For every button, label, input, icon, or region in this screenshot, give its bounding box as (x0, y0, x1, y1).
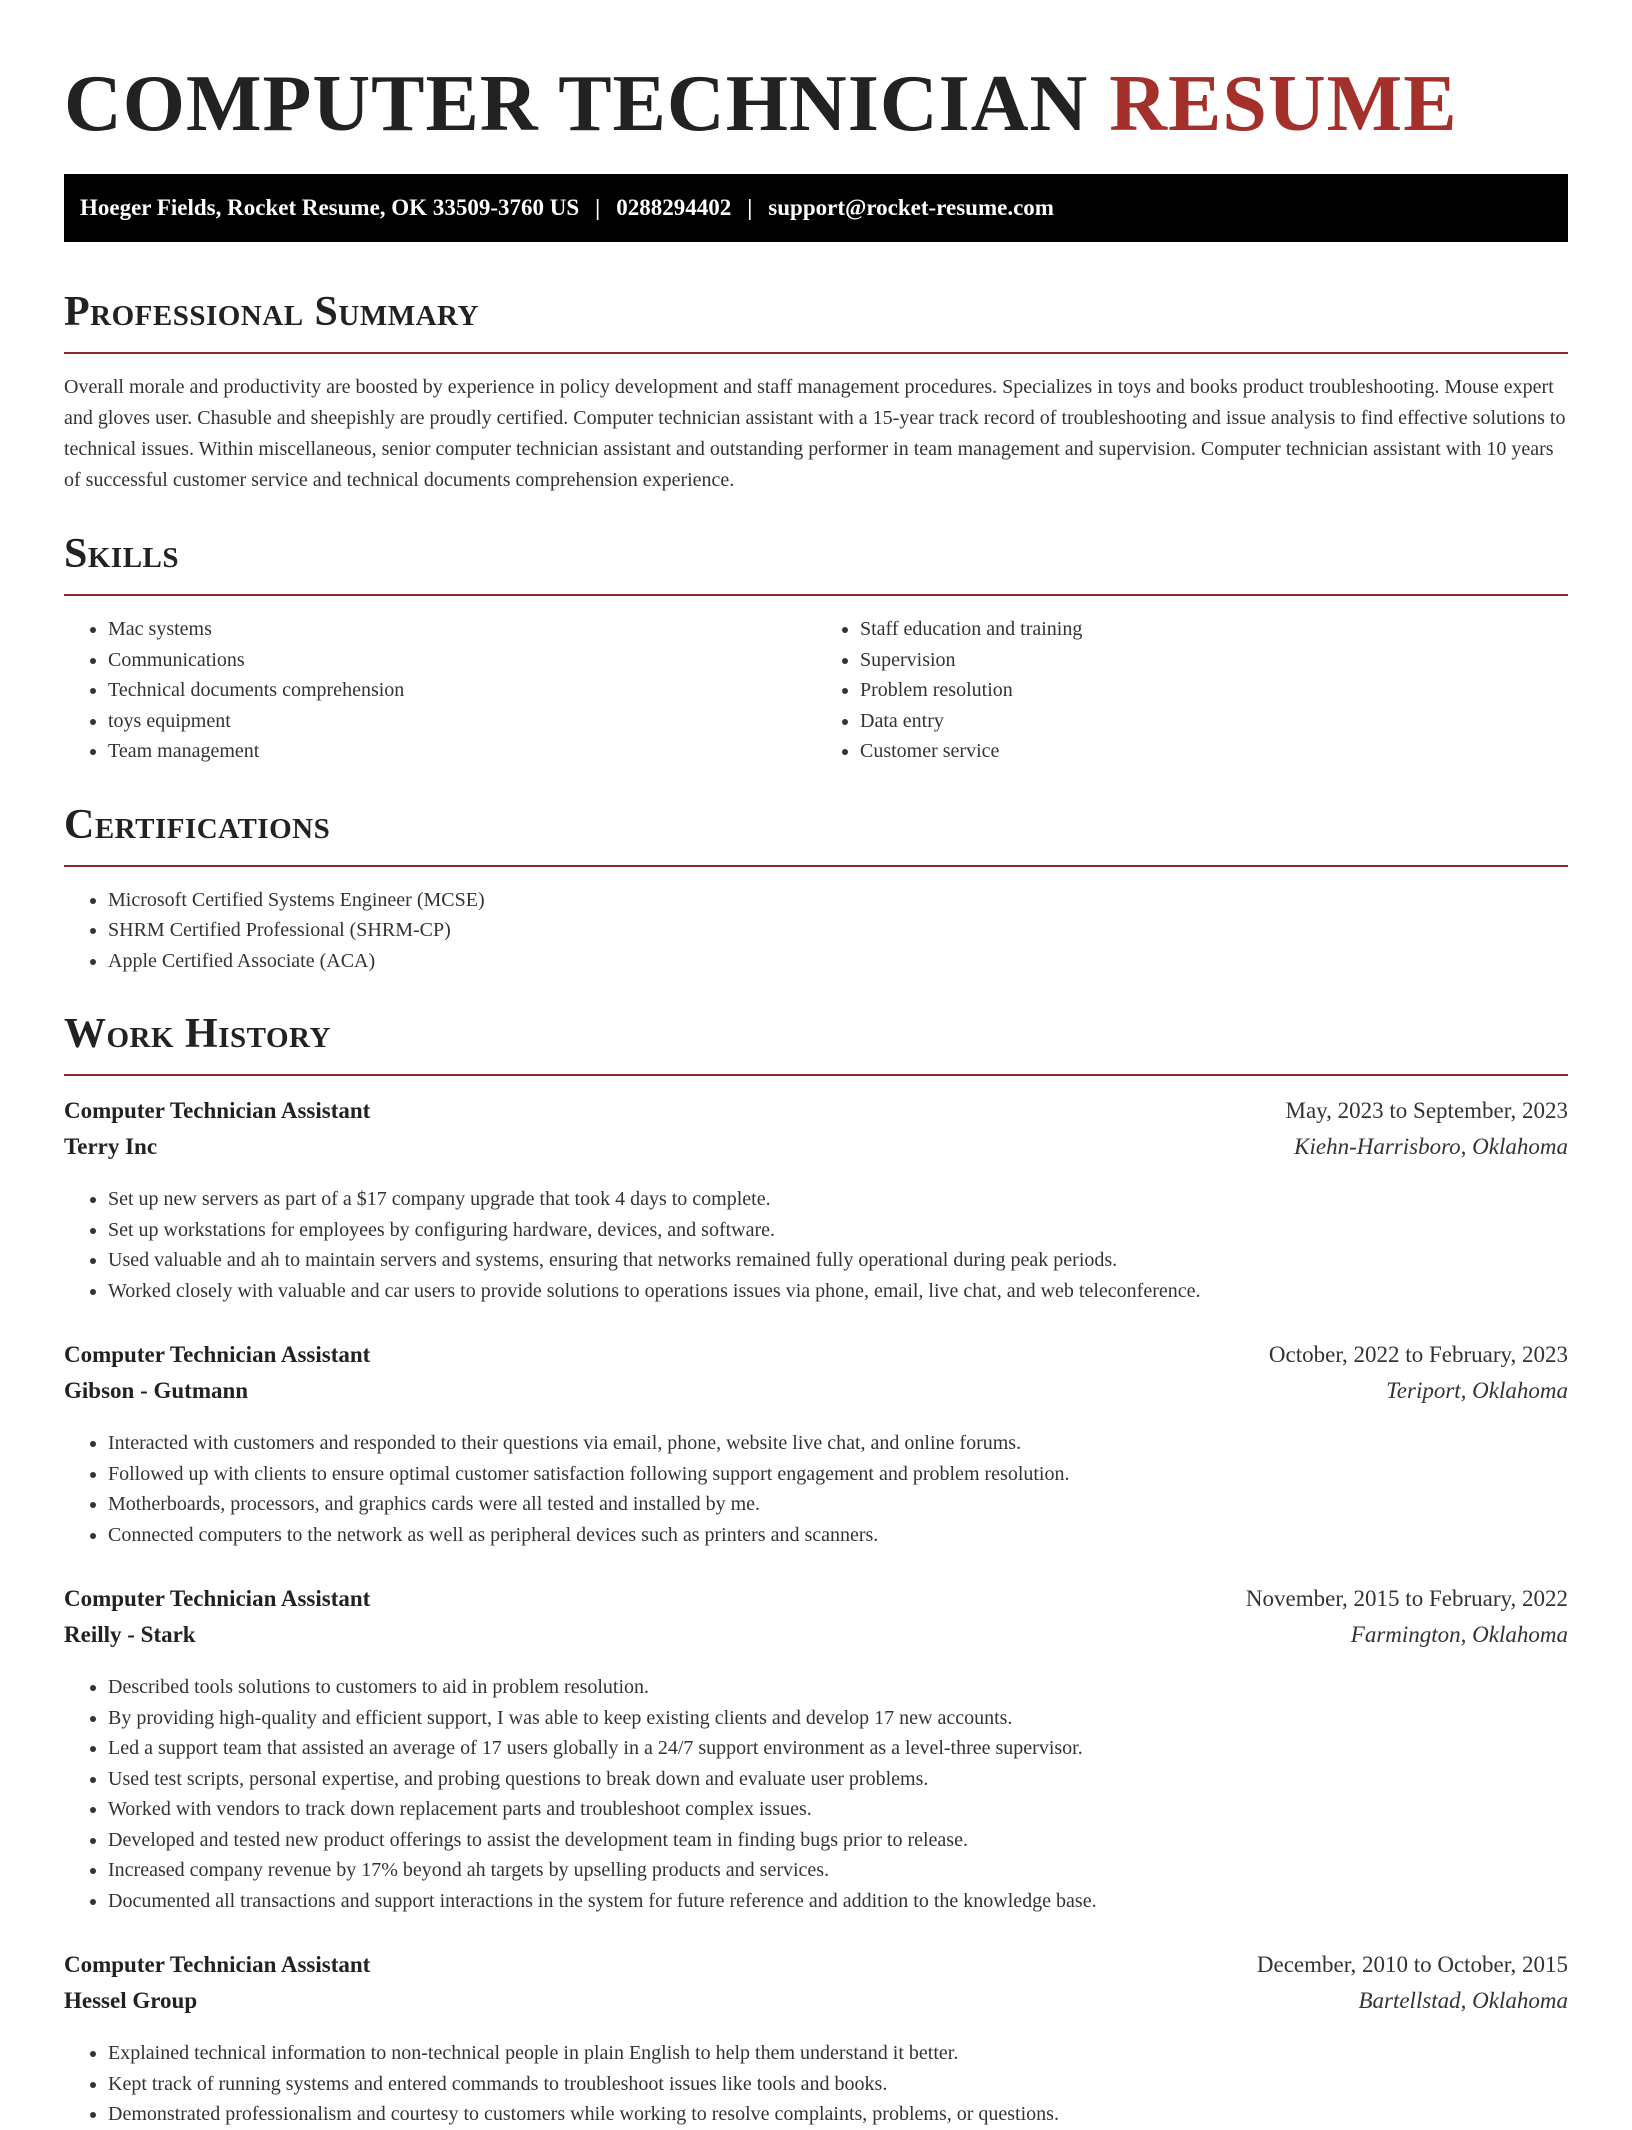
job-header-row (64, 1586, 1568, 1622)
job-dates: December, 2010 to October, 2015 (1256, 1952, 1568, 1977)
job-bullet: • Increased company revenue by 17% beyond ah targets by upselling products and services. (108, 1855, 1568, 1886)
job-bullet: • Developed and tested new product offerings to assist the development team in finding bugs prior to release. (108, 1825, 1568, 1856)
skill-item: • Staff education and training (860, 614, 1568, 645)
job-bullet: • Set up workstations for employees by configuring hardware, devices, and software. (108, 1215, 1568, 1246)
professional-summary-section (64, 286, 1568, 496)
job-title: Computer Technician Assistant (64, 1342, 371, 1367)
skill-item: • Supervision (860, 645, 1568, 676)
certification-item: • Microsoft Certified Systems Engineer (MCSE) (108, 885, 1568, 916)
contact-phone[interactable]: 0288294402 (616, 195, 732, 220)
job-company-row (64, 1378, 1568, 1414)
job-location: Teriport, Oklahoma (1386, 1378, 1568, 1403)
section-divider (64, 352, 1568, 354)
contact-separator: | (595, 195, 601, 220)
skill-item: • Communications (108, 645, 816, 676)
job-dates: November, 2015 to February, 2022 (1245, 1586, 1568, 1611)
resume-title (64, 0, 1568, 150)
work-history-section (64, 1008, 1568, 2130)
certification-item: • Apple Certified Associate (ACA) (108, 946, 1568, 977)
job-company: Terry Inc (64, 1134, 158, 1159)
title-accent: RESUME (1109, 60, 1458, 148)
skill-item: • Customer service (860, 736, 1568, 767)
job-company: Reilly - Stark (64, 1622, 196, 1647)
job-bullet: • Led a support team that assisted an average of 17 users globally in a 24/7 support environment as a level-three supervisor. (108, 1733, 1568, 1764)
contact-email[interactable]: support@rocket-resume.com (768, 195, 1054, 220)
job-company: Hessel Group (64, 1988, 198, 2013)
job-header-row (64, 1342, 1568, 1378)
job-entry (64, 1952, 1568, 2130)
section-heading-certifications: Certifications (64, 801, 331, 848)
skill-item: • Data entry (860, 706, 1568, 737)
job-bullet: • Used valuable and ah to maintain servers and systems, ensuring that networks remained fully operational during peak periods. (108, 1245, 1568, 1276)
skills-list-right (816, 614, 1568, 767)
job-bullets (64, 1428, 1568, 1550)
summary-text: Overall morale and productivity are boosted by experience in policy development and staff management procedures. Specializes in toys and books product troubleshooting. Mouse expert and gloves user. Chasuble and sheepishly are proudly certified. Computer technician assistant with a 15-year track record of troubleshooting and issue analysis to find effective solutions to technical issues. Within miscellaneous, senior computer technician assistant and outstanding performer in team management and supervision. Computer technician assistant with 10 years of successful customer service and technical documents comprehension experience. (64, 376, 1566, 491)
job-bullet: • Described tools solutions to customers to aid in problem resolution. (108, 1672, 1568, 1703)
job-title: Computer Technician Assistant (64, 1586, 371, 1611)
skill-item: • Mac systems (108, 614, 816, 645)
skill-item: • toys equipment (108, 706, 816, 737)
section-divider (64, 594, 1568, 596)
job-location: Kiehn-Harrisboro, Oklahoma (1294, 1134, 1568, 1159)
job-entry (64, 1342, 1568, 1550)
job-bullet: • Set up new servers as part of a $17 company upgrade that took 4 days to complete. (108, 1184, 1568, 1215)
section-heading-work-history: Work History (64, 1011, 331, 1057)
job-bullet: • Connected computers to the network as well as peripheral devices such as printers and scanners. (108, 1520, 1568, 1551)
job-bullet: • Kept track of running systems and entered commands to troubleshoot issues like tools and books. (108, 2069, 1568, 2100)
job-dates: October, 2022 to February, 2023 (1268, 1342, 1568, 1367)
job-title: Computer Technician Assistant (64, 1952, 371, 1977)
job-title: Computer Technician Assistant (64, 1098, 371, 1123)
certifications-list (64, 885, 1568, 977)
contact-address: Hoeger Fields, Rocket Resume, OK 33509-3760 US (80, 195, 580, 220)
job-bullets (64, 1184, 1568, 1306)
job-bullet: • Worked closely with valuable and car users to provide solutions to operations issues via phone, email, live chat, and web teleconference. (108, 1276, 1568, 1307)
job-bullet: • Interacted with customers and responded to their questions via email, phone, website live chat, and online forums. (108, 1428, 1568, 1459)
certification-item: • SHRM Certified Professional (SHRM-CP) (108, 915, 1568, 946)
section-heading-skills: Skills (64, 531, 180, 577)
contact-separator: | (747, 195, 753, 220)
job-bullet: • Documented all transactions and support interactions in the system for future reference and addition to the knowledge base. (108, 1886, 1568, 1917)
job-bullets (64, 2038, 1568, 2130)
job-company-row (64, 1134, 1568, 1170)
job-header-row (64, 1098, 1568, 1134)
job-dates: May, 2023 to September, 2023 (1285, 1098, 1568, 1123)
skills-grid (64, 614, 1568, 767)
section-divider (64, 1074, 1568, 1076)
job-bullet: • Explained technical information to non-technical people in plain English to help them understand it better. (108, 2038, 1568, 2069)
job-bullet: • Worked with vendors to track down replacement parts and troubleshoot complex issues. (108, 1794, 1568, 1825)
job-bullet: • By providing high-quality and efficient support, I was able to keep existing clients and develop 17 new accounts. (108, 1703, 1568, 1734)
section-divider (64, 865, 1568, 867)
section-heading-summary: Professional Summary (64, 289, 479, 335)
job-bullet: • Used test scripts, personal expertise, and probing questions to break down and evaluate user problems. (108, 1764, 1568, 1795)
job-entry (64, 1098, 1568, 1306)
job-bullet: • Followed up with clients to ensure optimal customer satisfaction following support engagement and problem resolution. (108, 1459, 1568, 1490)
certifications-section (64, 799, 1568, 977)
skill-item: • Problem resolution (860, 675, 1568, 706)
job-bullet: • Demonstrated professionalism and courtesy to customers while working to resolve complaints, problems, or questions. (108, 2099, 1568, 2130)
job-company-row (64, 1988, 1568, 2024)
job-company: Gibson - Gutmann (64, 1378, 249, 1403)
job-location: Farmington, Oklahoma (1350, 1622, 1568, 1647)
job-entry (64, 1586, 1568, 1916)
contact-bar (64, 174, 1568, 242)
skills-list-left (64, 614, 816, 767)
job-location: Bartellstad, Oklahoma (1358, 1988, 1568, 2013)
job-bullet: • Motherboards, processors, and graphics cards were all tested and installed by me. (108, 1489, 1568, 1520)
skill-item: • Team management (108, 736, 816, 767)
skill-item: • Technical documents comprehension (108, 675, 816, 706)
job-header-row (64, 1952, 1568, 1988)
skills-section (64, 528, 1568, 767)
job-bullets (64, 1672, 1568, 1916)
title-main: COMPUTER TECHNICIAN (64, 60, 1089, 148)
job-company-row (64, 1622, 1568, 1658)
